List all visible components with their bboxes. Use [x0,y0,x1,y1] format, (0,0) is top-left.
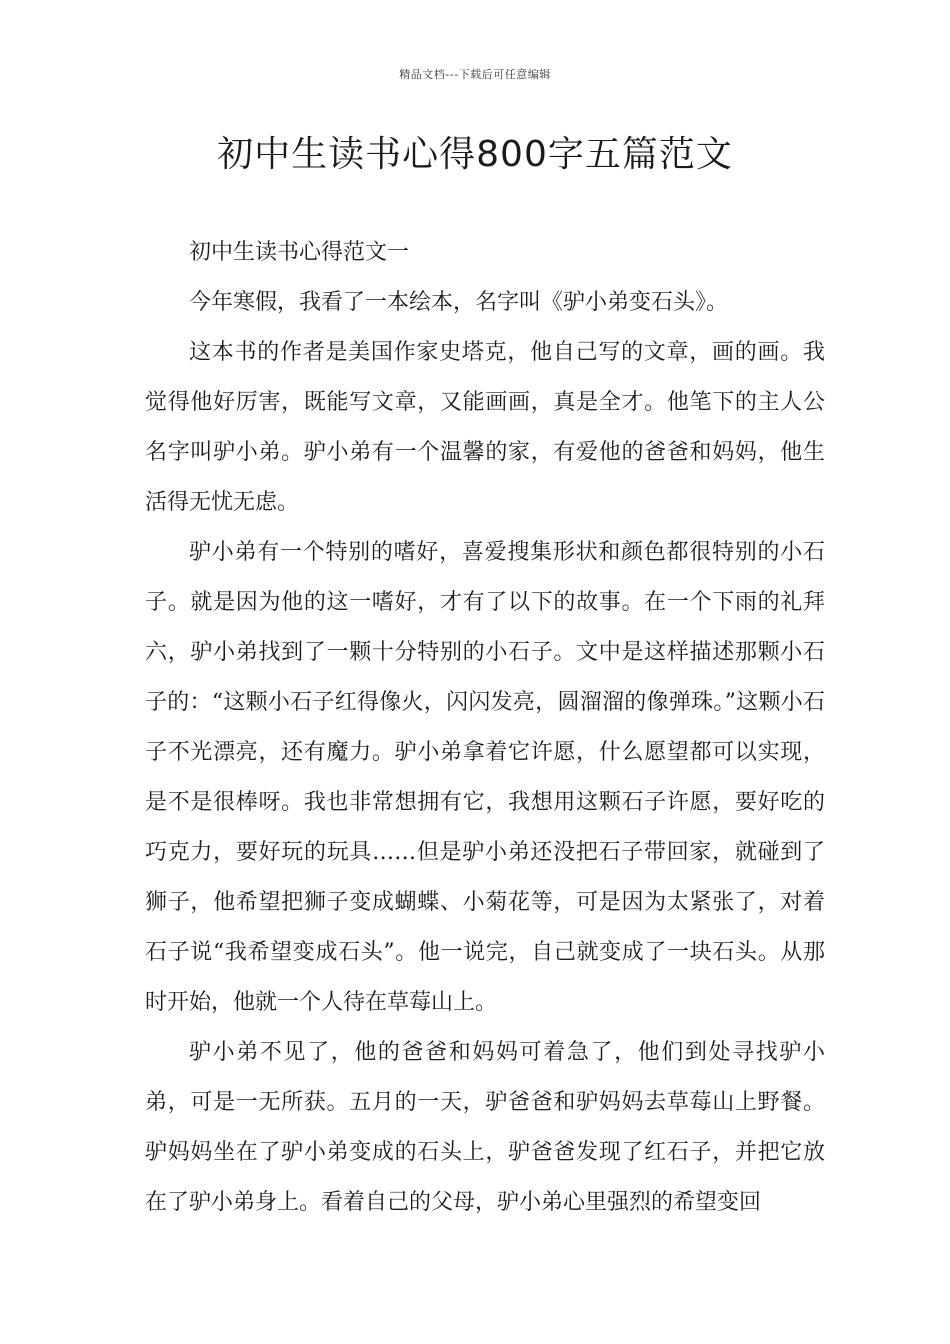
paragraph: 这本书的作者是美国作家史塔克，他自己写的文章，画的画。我觉得他好厉害，既能写文章，又能画画，真是全才。他笔下的主人公名字叫驴小弟。驴小弟有一个温馨的家，有爱他的爸爸和妈妈，他生活得无忧无虑。 [145,340,825,515]
header-note: 精品文档---下载后可任意编辑 [399,68,551,81]
document-title: 初中生读书心得800字五篇范文 [217,134,733,175]
section-heading: 初中生读书心得范文一 [189,240,410,265]
document-body [145,228,825,1228]
paragraph: 今年寒假，我看了一本绘本，名字叫《驴小弟变石头》。 [189,290,729,315]
paragraph: 驴小弟有一个特别的嗜好，喜爱搜集形状和颜色都很特别的小石子。就是因为他的这一嗜好，才有了以下的故事。在一个下雨的礼拜六，驴小弟找到了一颗十分特别的小石子。文中是这样描述那颗小石子的：“这颗小石子红得像火，闪闪发亮，圆溜溜的像弹珠。”这颗小石子不光漂亮，还有魔力。驴小弟拿着它许愿，什么愿望都可以实现，是不是很棒呀。我也非常想拥有它，我想用这颗石子许愿，要好吃的巧克力，要好玩的玩具……但是驴小弟还没把石子带回家，就碰到了狮子，他希望把狮子变成蝴蝶、小菊花等，可是因为太紧张了，对着石子说“我希望变成石头”。他一说完，自己就变成了一块石头。从那时开始，他就一个人待在草莓山上。 [145,540,825,1015]
paragraph: 驴小弟不见了，他的爸爸和妈妈可着急了，他们到处寻找驴小弟，可是一无所获。五月的一天，驴爸爸和驴妈妈去草莓山上野餐。驴妈妈坐在了驴小弟变成的石头上，驴爸爸发现了红石子，并把它放在了驴小弟身上。看着自己的父母，驴小弟心里强烈的希望变回 [145,1040,825,1215]
